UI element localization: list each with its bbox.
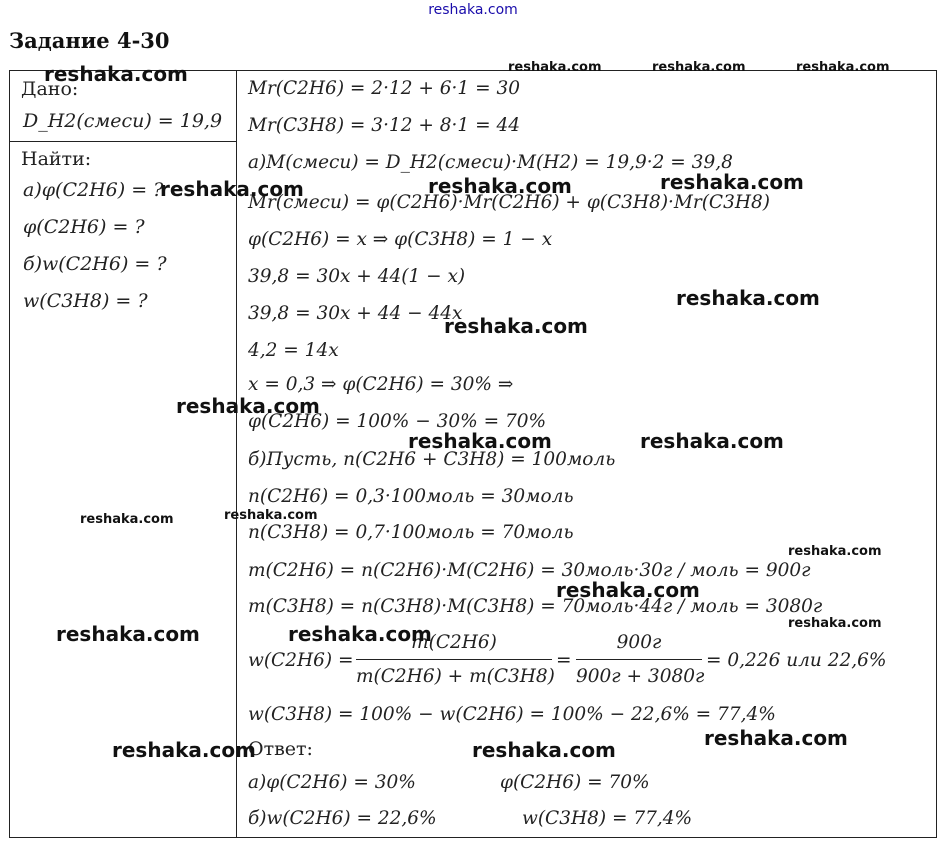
task-title: Задание 4-30 bbox=[9, 28, 170, 53]
watermark: reshaka.com bbox=[112, 738, 256, 762]
solution-line: 39,8 = 30x + 44(1 − x) bbox=[248, 266, 466, 287]
watermark: reshaka.com bbox=[80, 512, 174, 527]
given-item: D_H2(смеси) = 19,9 bbox=[23, 110, 223, 132]
watermark: reshaka.com bbox=[788, 544, 882, 559]
fraction-numerator: m(C2H6) bbox=[411, 632, 497, 653]
answer-label: Ответ: bbox=[248, 738, 313, 760]
fraction-bar bbox=[576, 659, 702, 660]
watermark: reshaka.com bbox=[444, 314, 588, 338]
answer-item: б)w(C2H6) = 22,6% bbox=[248, 808, 437, 829]
answer-item: w(C3H8) = 77,4% bbox=[522, 808, 693, 829]
given-label: Дано: bbox=[21, 78, 79, 100]
solution-line: 4,2 = 14x bbox=[248, 340, 339, 361]
watermark: reshaka.com bbox=[660, 170, 804, 194]
watermark: reshaka.com bbox=[288, 622, 432, 646]
solution-line: Mr(C3H8) = 3·12 + 8·1 = 44 bbox=[248, 115, 520, 136]
watermark: reshaka.com bbox=[640, 429, 784, 453]
watermark: reshaka.com bbox=[652, 60, 746, 75]
solution-line: φ(C2H6) = x ⇒ φ(C3H8) = 1 − x bbox=[248, 229, 553, 250]
solution-line: Mr(смеси) = φ(C2H6)·Mr(C2H6) + φ(C3H8)·Mr(C3H8) bbox=[248, 192, 770, 213]
solution-line: n(C2H6) = 0,3·100моль = 30моль bbox=[248, 486, 574, 507]
watermark: reshaka.com bbox=[408, 429, 552, 453]
given-find-divider bbox=[9, 141, 237, 142]
watermark: reshaka.com bbox=[508, 60, 602, 75]
find-item: w(C3H8) = ? bbox=[23, 290, 148, 312]
watermark: reshaka.com bbox=[428, 174, 572, 198]
answer-item: φ(C2H6) = 70% bbox=[500, 772, 650, 793]
solution-line: w(C3H8) = 100% − w(C2H6) = 100% − 22,6% = 77,4% bbox=[248, 704, 776, 725]
solution-line: n(C3H8) = 0,7·100моль = 70моль bbox=[248, 522, 574, 543]
fraction-equals: = bbox=[556, 650, 572, 671]
fraction-lhs: w(C2H6) = bbox=[248, 650, 354, 671]
watermark: reshaka.com bbox=[44, 62, 188, 86]
watermark: reshaka.com bbox=[472, 738, 616, 762]
watermark: reshaka.com bbox=[56, 622, 200, 646]
solution-line: φ(C2H6) = 100% − 30% = 70% bbox=[248, 411, 547, 432]
find-item: φ(C2H6) = ? bbox=[23, 216, 145, 238]
solution-line: x = 0,3 ⇒ φ(C2H6) = 30% ⇒ bbox=[248, 374, 514, 395]
solution-line: 39,8 = 30x + 44 − 44x bbox=[248, 303, 463, 324]
watermark: reshaka.com bbox=[224, 508, 318, 523]
watermark: reshaka.com bbox=[176, 394, 320, 418]
watermark: reshaka.com bbox=[704, 726, 848, 750]
solution-line: m(C2H6) = n(C2H6)·M(C2H6) = 30моль·30г / моль = 900г bbox=[248, 560, 811, 581]
solution-line: б)Пусть, n(C2H6 + C3H8) = 100моль bbox=[248, 449, 616, 470]
watermark: reshaka.com bbox=[788, 616, 882, 631]
find-item: а)φ(C2H6) = ? bbox=[23, 179, 164, 201]
watermark: reshaka.com bbox=[676, 286, 820, 310]
fraction-numerator: 900г bbox=[616, 632, 662, 653]
watermark: reshaka.com bbox=[796, 60, 890, 75]
site-link[interactable]: reshaka.com bbox=[428, 2, 518, 18]
solution-line: а)M(смеси) = D_H2(смеси)·M(H2) = 19,9·2 = 39,8 bbox=[248, 152, 733, 173]
watermark: reshaka.com bbox=[160, 177, 304, 201]
find-item: б)w(C2H6) = ? bbox=[23, 253, 167, 275]
solution-line: Mr(C2H6) = 2·12 + 6·1 = 30 bbox=[248, 78, 520, 99]
fraction-result: = 0,226 или 22,6% bbox=[706, 650, 887, 671]
solution-line: m(C3H8) = n(C3H8)·M(C3H8) = 70моль·44г / моль = 3080г bbox=[248, 596, 823, 617]
fraction-denominator: 900г + 3080г bbox=[576, 666, 705, 687]
watermark: reshaka.com bbox=[556, 578, 700, 602]
fraction-denominator: m(C2H6) + m(C3H8) bbox=[356, 666, 555, 687]
find-label: Найти: bbox=[21, 148, 92, 170]
answer-item: а)φ(C2H6) = 30% bbox=[248, 772, 416, 793]
fraction-bar bbox=[356, 659, 552, 660]
